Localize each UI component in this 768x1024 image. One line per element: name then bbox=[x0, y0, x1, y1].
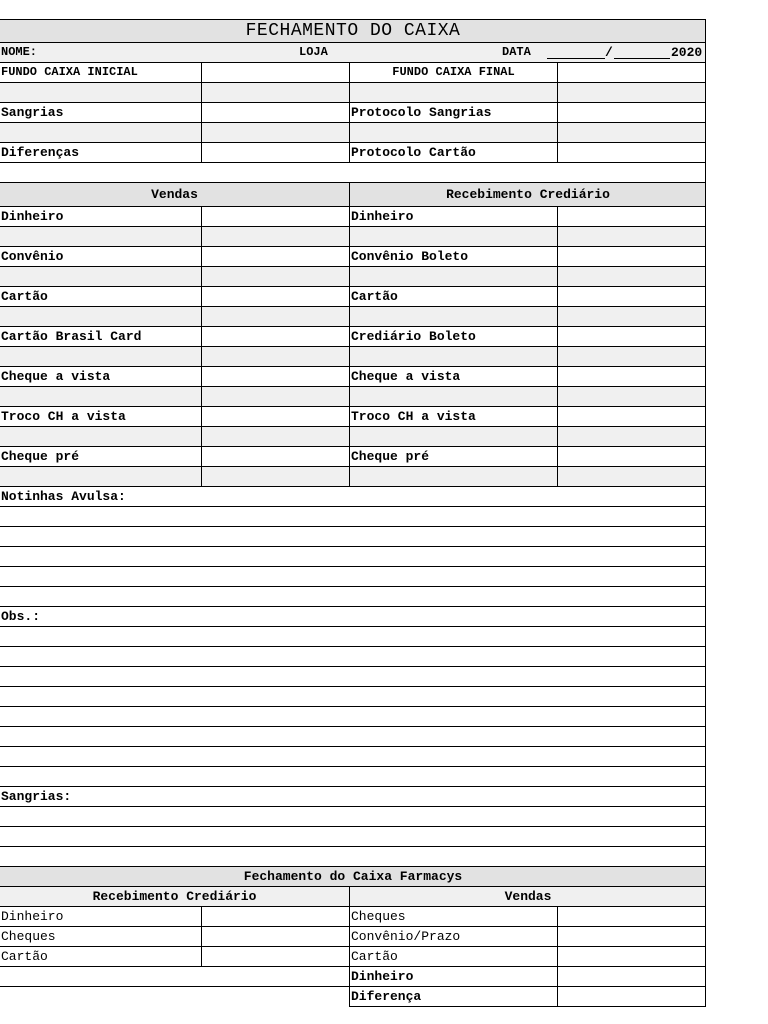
vendas-item-label: Cheque a vista bbox=[1, 369, 111, 384]
footer-right-item: Convênio/Prazo bbox=[351, 929, 461, 944]
vendas-item-label: Dinheiro bbox=[1, 209, 64, 224]
header-row bbox=[0, 43, 706, 63]
s1-row bbox=[0, 367, 706, 387]
s1-blank-row bbox=[0, 427, 706, 447]
obs-line[interactable] bbox=[0, 687, 706, 707]
diferencas-label: Diferenças bbox=[1, 145, 80, 160]
notinhas-line[interactable] bbox=[0, 567, 706, 587]
s1-row bbox=[0, 207, 706, 227]
title-row bbox=[0, 19, 706, 43]
sangrias-blank-row bbox=[0, 123, 706, 143]
sangrias-line[interactable] bbox=[0, 847, 706, 867]
crediario-item-label: Cheque pré bbox=[351, 449, 430, 464]
date-separator: / bbox=[605, 45, 613, 60]
obs-line[interactable] bbox=[0, 767, 706, 787]
vendas-item-label: Cheque pré bbox=[1, 449, 80, 464]
crediario-item-label: Convênio Boleto bbox=[351, 249, 469, 264]
vendas-header: Vendas bbox=[151, 187, 198, 202]
footer-left-item: Dinheiro bbox=[1, 909, 64, 924]
obs-line[interactable] bbox=[0, 747, 706, 767]
sangrias-list-label: Sangrias: bbox=[1, 789, 72, 804]
obs-line[interactable] bbox=[0, 727, 706, 747]
notinhas-line[interactable] bbox=[0, 587, 706, 607]
year-label: 2020 bbox=[671, 45, 703, 60]
obs-line[interactable] bbox=[0, 667, 706, 687]
footer-diferenca-label: Diferença bbox=[350, 987, 557, 1007]
day-field[interactable] bbox=[547, 43, 605, 59]
spacer-row bbox=[0, 163, 706, 183]
cash-closing-sheet bbox=[0, 19, 706, 1007]
notinhas-line[interactable] bbox=[0, 507, 706, 527]
vendas-item-label: Cartão Brasil Card bbox=[1, 329, 142, 344]
fundo-inicial-label: FUNDO CAIXA INICIAL bbox=[1, 65, 138, 79]
s1-blank-row bbox=[0, 467, 706, 487]
footer-row bbox=[0, 907, 706, 927]
s1-row bbox=[0, 247, 706, 267]
crediario-item-label: Troco CH a vista bbox=[351, 409, 476, 424]
footer-row bbox=[0, 967, 706, 987]
footer-header-row bbox=[0, 887, 706, 907]
data-label: DATA bbox=[502, 45, 531, 59]
sangrias-list-row bbox=[0, 787, 706, 807]
footer-title: Fechamento do Caixa Farmacys bbox=[243, 869, 463, 884]
obs-row bbox=[0, 607, 706, 627]
crediario-item-label: Dinheiro bbox=[351, 209, 414, 224]
s1-blank-row bbox=[0, 227, 706, 247]
fundo-final-label: FUNDO CAIXA FINAL bbox=[392, 65, 515, 79]
recebimento-crediario-header: Recebimento Crediário bbox=[446, 187, 610, 202]
notinhas-row bbox=[0, 487, 706, 507]
sangrias-line[interactable] bbox=[0, 807, 706, 827]
s1-row bbox=[0, 287, 706, 307]
s1-row bbox=[0, 327, 706, 347]
page-title: FECHAMENTO DO CAIXA bbox=[245, 21, 461, 41]
sangrias-row bbox=[0, 103, 706, 123]
notinhas-line[interactable] bbox=[0, 547, 706, 567]
footer-crediario-header: Recebimento Crediário bbox=[92, 889, 257, 904]
s1-blank-row bbox=[0, 387, 706, 407]
sangrias-left-label: Sangrias bbox=[1, 105, 64, 120]
protocolo-sangrias-label: Protocolo Sangrias bbox=[351, 105, 492, 120]
footer-row bbox=[0, 987, 706, 1007]
footer-left-item: Cartão bbox=[1, 949, 48, 964]
s1-blank-row bbox=[0, 267, 706, 287]
obs-line[interactable] bbox=[0, 627, 706, 647]
month-field[interactable] bbox=[614, 43, 670, 59]
s1-blank-row bbox=[0, 307, 706, 327]
obs-line[interactable] bbox=[0, 647, 706, 667]
obs-label: Obs.: bbox=[1, 609, 41, 624]
crediario-item-label: Crediário Boleto bbox=[351, 329, 476, 344]
sangrias-line[interactable] bbox=[0, 827, 706, 847]
notinhas-label: Notinhas Avulsa: bbox=[1, 489, 126, 504]
footer-row bbox=[0, 927, 706, 947]
nome-label: NOME: bbox=[1, 45, 38, 59]
crediario-item-label: Cartão bbox=[351, 289, 398, 304]
footer-diferenca-value[interactable] bbox=[557, 987, 706, 1007]
s1-blank-row bbox=[0, 347, 706, 367]
s1-row bbox=[0, 407, 706, 427]
footer-right-item: Cheques bbox=[351, 909, 406, 924]
footer-right-item: Cartão bbox=[351, 949, 398, 964]
vendas-item-label: Convênio bbox=[1, 249, 64, 264]
fundo-blank-row bbox=[0, 83, 706, 103]
section1-header-row bbox=[0, 183, 706, 207]
s1-row bbox=[0, 447, 706, 467]
crediario-item-label: Cheque a vista bbox=[351, 369, 461, 384]
fundo-row bbox=[0, 63, 706, 83]
footer-dinheiro-label: Dinheiro bbox=[351, 969, 414, 984]
footer-row bbox=[0, 947, 706, 967]
footer-left-item: Cheques bbox=[1, 929, 56, 944]
notinhas-line[interactable] bbox=[0, 527, 706, 547]
footer-vendas-header: Vendas bbox=[504, 889, 552, 904]
vendas-item-label: Cartão bbox=[1, 289, 48, 304]
protocolo-cartao-label: Protocolo Cartão bbox=[351, 145, 476, 160]
footer-title-row bbox=[0, 867, 706, 887]
obs-line[interactable] bbox=[0, 707, 706, 727]
diferencas-row bbox=[0, 143, 706, 163]
vendas-item-label: Troco CH a vista bbox=[1, 409, 126, 424]
loja-label: LOJA bbox=[299, 45, 328, 59]
